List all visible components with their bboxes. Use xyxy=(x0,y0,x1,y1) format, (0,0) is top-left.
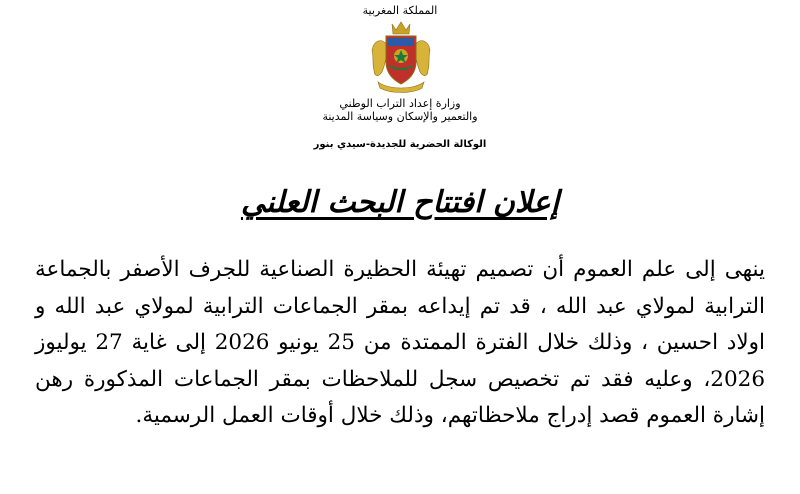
royal-coat-of-arms-icon xyxy=(368,20,434,96)
ministry-line-1: وزارة إعداد التراب الوطني xyxy=(339,97,461,110)
kingdom-name: المملكة المغربية xyxy=(362,4,438,17)
agency-name: الوكالة الحضرية للجديدة-سيدي بنور xyxy=(313,139,487,150)
ministry-name xyxy=(0,97,800,123)
announcement-title: إعلان افتتاح البحث العلني xyxy=(240,185,560,220)
announcement-body: ينهى إلى علم العموم أن تصميم تهيئة الحظيرة الصناعية للجرف الأصفر بالجماعة الترابية لمولاي عبد الله ، قد تم إيداعه بمقر الجماعات الترابية لمولاي عبد الله و اولاد احسين ، وذلك خلال الفترة الممتدة من 25 يونيو 2026 إلى غاية 27 يوليوز 2026، وعليه فقد تم تخصيص سجل للملاحظات بمقر الجماعات المذكورة رهن إشارة العموم قصد إدراج ملاحظاتهم، وذلك خلال أوقات العمل الرسمية. xyxy=(35,257,766,428)
ministry-line-2: والتعمير والإسكان وسياسة المدينة xyxy=(322,110,478,123)
